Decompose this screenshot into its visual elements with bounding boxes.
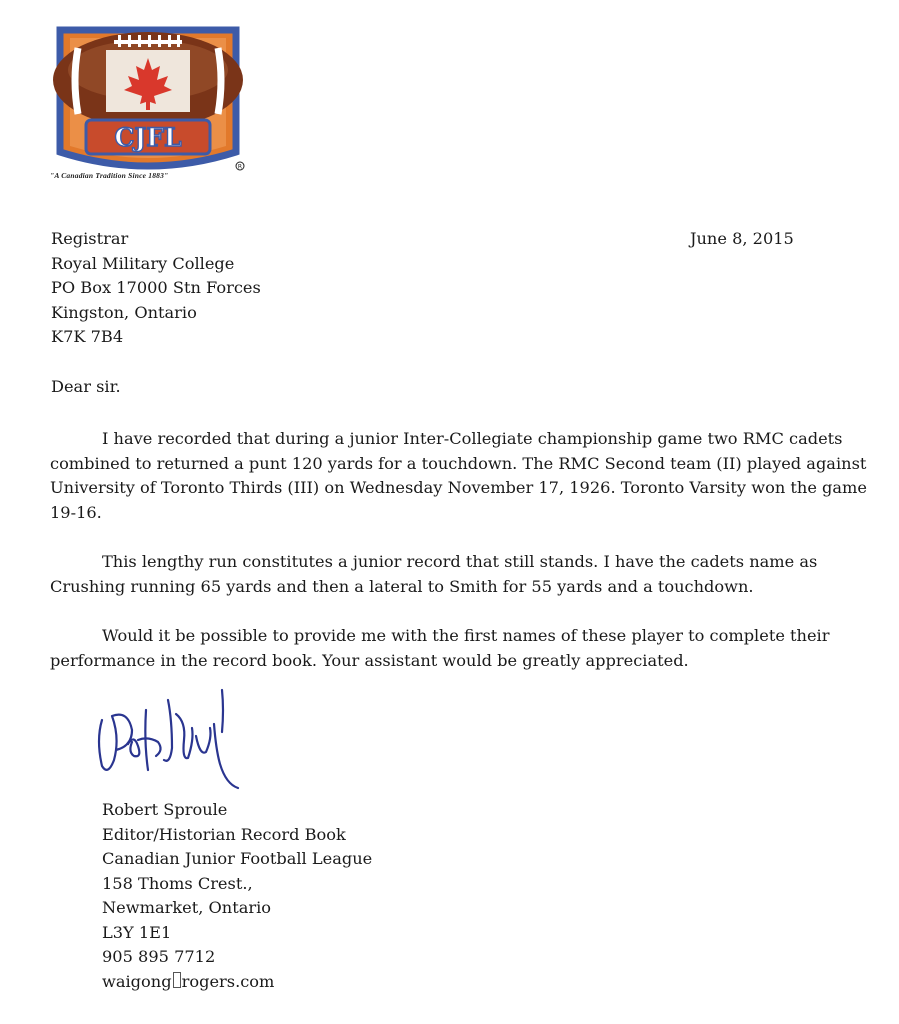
signer-name: Robert Sproule xyxy=(102,800,228,819)
body-paragraph: I have recorded that during a junior Inter-Collegiate championship game two RMC cadets combined to returned a punt 120 yards for a touchdown. The RMC Second team (II) played against University of Toronto Thirds (III) on Wednesday November 17, 1926. Toronto Varsity won the game 19-16. xyxy=(50,429,867,522)
letterhead-tagline: "A Canadian Tradition Since 1883" xyxy=(50,171,169,180)
recipient-line: PO Box 17000 Stn Forces xyxy=(51,278,261,297)
recipient-line: Registrar xyxy=(51,229,129,248)
missing-glyph-icon xyxy=(173,972,181,988)
signer-email: waigong rogers.com xyxy=(102,971,275,991)
svg-text:R: R xyxy=(237,163,243,171)
signer-title: Editor/Historian Record Book xyxy=(102,824,346,844)
signer-phone: 905 895 7712 xyxy=(102,947,216,966)
signer-block xyxy=(102,798,372,994)
signer-organization: Canadian Junior Football League xyxy=(102,849,373,868)
logo-wordmark: CJFL xyxy=(114,123,182,152)
signer-postal-code: L3Y 1E1 xyxy=(102,922,172,942)
salutation: Dear sir. xyxy=(51,377,121,396)
signer-street: 158 Thoms Crest., xyxy=(102,873,253,893)
letter-date: June 8, 2015 xyxy=(690,229,794,248)
recipient-line: Royal Military College xyxy=(51,253,235,273)
recipient-line: Kingston, Ontario xyxy=(51,302,197,322)
recipient-line: K7K 7B4 xyxy=(51,327,124,346)
body-paragraph: Would it be possible to provide me with the first names of these player to complete their performance in the record book. Your assistant would be greatly appreciated. xyxy=(50,626,830,670)
signer-city: Newmarket, Ontario xyxy=(102,898,272,917)
recipient-address xyxy=(51,227,261,350)
cjfl-logo xyxy=(48,20,248,186)
body-paragraph: This lengthy run constitutes a junior record that still stands. I have the cadets name as Crushing running 65 yards and then a lateral to Smith for 55 yards and a touchdown. xyxy=(50,552,818,596)
handwritten-signature xyxy=(88,680,258,795)
